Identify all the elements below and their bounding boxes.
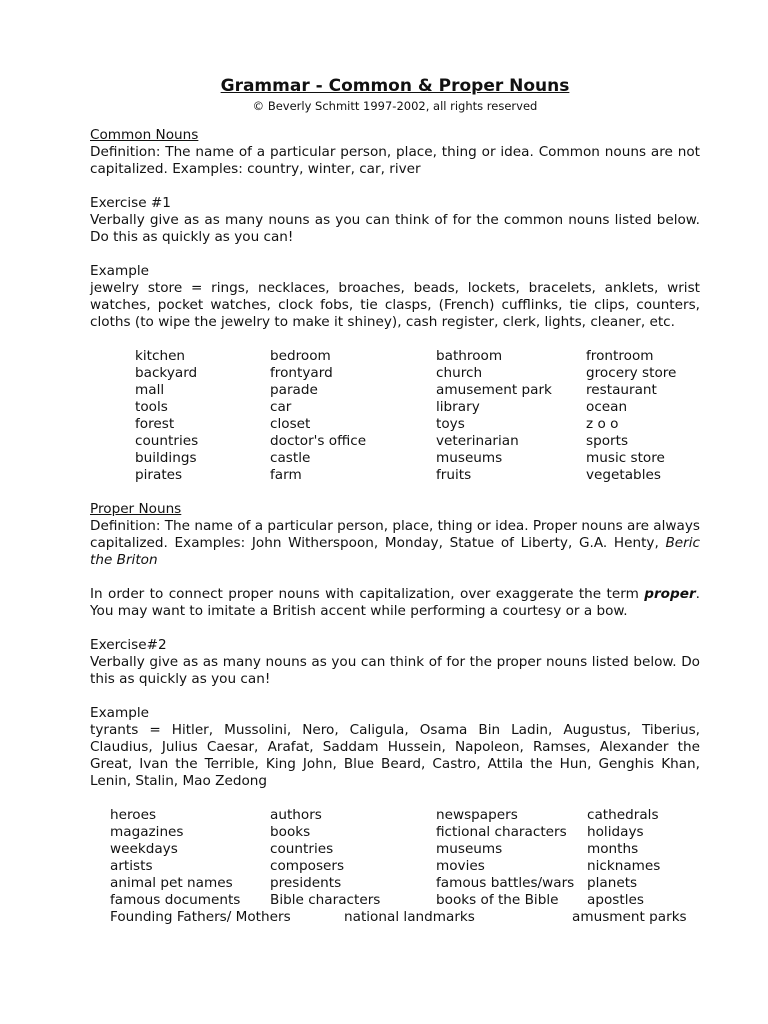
list-item: buildings [135,450,197,466]
list-item: museums [436,841,503,857]
proper-nouns-word-list [90,807,700,909]
list-item: countries [270,841,334,857]
common-nouns-definition: Definition: The name of a particular person, place, thing or idea. Common nouns are not capitalized. Examples: country, winter, car, river [90,144,700,177]
list-item: famous documents [110,892,241,908]
example-2-label: Example [90,705,149,721]
list-item: frontroom [586,348,654,364]
list-item: artists [110,858,153,874]
proper-definition-text: Definition: The name of a particular person, place, thing or idea. Proper nouns are always capitalized. Examples: John Witherspoon, Monday, Statue of Liberty, G.A. Henty, [90,518,700,551]
list-item: library [436,399,480,415]
page-title: Grammar - Common & Proper Nouns [220,76,570,96]
list-item: Bible characters [270,892,381,908]
exercise-1-title: Exercise #1 [90,195,171,211]
connect-text-after: . You may want to imitate a British accent while performing a courtesy or a bow. [90,586,700,619]
list-item: nicknames [587,858,661,874]
exercise-1-text: Verbally give as as many nouns as you can think of for the common nouns listed below. Do this as quickly as you can! [90,212,700,245]
list-item: museums [436,450,503,466]
list-item: tools [135,399,168,415]
list-item: farm [270,467,302,483]
list-item: weekdays [110,841,178,857]
list-item: animal pet names [110,875,233,891]
list-item: pirates [135,467,183,483]
list-item: fictional characters [436,824,567,840]
list-item: bedroom [270,348,331,364]
copyright-line: © Beverly Schmitt 1997-2002, all rights reserved [252,99,538,113]
list-item: vegetables [586,467,661,483]
list-item: books of the Bible [436,892,559,908]
list-item: music store [586,450,665,466]
list-item: months [587,841,639,857]
list-item: countries [135,433,199,449]
proper-nouns-last-row [90,909,700,926]
list-item: z o o [586,416,619,432]
list-item: movies [436,858,485,874]
list-item: restaurant [586,382,657,398]
list-item: books [270,824,311,840]
connect-text-before: In order to connect proper nouns with capitalization, over exaggerate the term [90,586,645,602]
list-item: mall [135,382,165,398]
example-1-label: Example [90,263,149,279]
list-item: cathedrals [587,807,659,823]
proper-nouns-definition [90,518,700,569]
list-item: ocean [586,399,628,415]
list-item: veterinarian [436,433,519,449]
list-item: forest [135,416,175,432]
list-item: amusement park [436,382,552,398]
exercise-2-text: Verbally give as as many nouns as you can think of for the proper nouns listed below. Do this as quickly as you can! [90,654,700,687]
common-nouns-word-list [90,348,700,484]
connect-text-proper: proper [644,586,696,602]
list-item: authors [270,807,322,823]
list-item: fruits [436,467,472,483]
list-item: magazines [110,824,184,840]
list-item: apostles [587,892,644,908]
proper-connect-paragraph [90,586,700,620]
list-item: amusment parks [572,909,687,925]
list-item: backyard [135,365,198,381]
list-item: church [436,365,483,381]
list-item: famous battles/wars [436,875,575,891]
list-item: sports [586,433,629,449]
list-item: composers [270,858,345,874]
list-item: bathroom [436,348,503,364]
list-item: car [270,399,292,415]
document-page [90,76,700,926]
list-item: planets [587,875,638,891]
common-nouns-heading: Common Nouns [90,127,199,143]
list-item: newspapers [436,807,518,823]
list-item: toys [436,416,465,432]
list-item: presidents [270,875,342,891]
list-item: closet [270,416,311,432]
exercise-2-title: Exercise#2 [90,637,167,653]
list-item: parade [270,382,318,398]
list-item: national landmarks [344,909,475,925]
list-item: doctor's office [270,433,367,449]
list-item: castle [270,450,311,466]
proper-definition-italic: Beric the Briton [90,535,700,568]
list-item: frontyard [270,365,333,381]
list-item: holidays [587,824,644,840]
example-2-text: tyrants = Hitler, Mussolini, Nero, Caligula, Osama Bin Ladin, Augustus, Tiberius, Claudius, Julius Caesar, Arafat, Saddam Hussein, Napoleon, Ramses, Alexander the Great, Ivan the Terrible, King John, Blue Beard, Castro, Attila the Hun, Genghis Khan, Lenin, Stalin, Mao Zedong [90,722,700,789]
list-item: Founding Fathers/ Mothers [110,909,291,925]
list-item: heroes [110,807,157,823]
proper-nouns-heading: Proper Nouns [90,501,182,517]
list-item: kitchen [135,348,186,364]
list-item: grocery store [586,365,677,381]
example-1-text: jewelry store = rings, necklaces, broaches, beads, lockets, bracelets, anklets, wrist watches, pocket watches, clock fobs, tie clasps, (French) cufflinks, tie clips, counters, cloths (to wipe the jewelry to make it shiney), cash register, clerk, lights, cleaner, etc. [90,280,700,330]
